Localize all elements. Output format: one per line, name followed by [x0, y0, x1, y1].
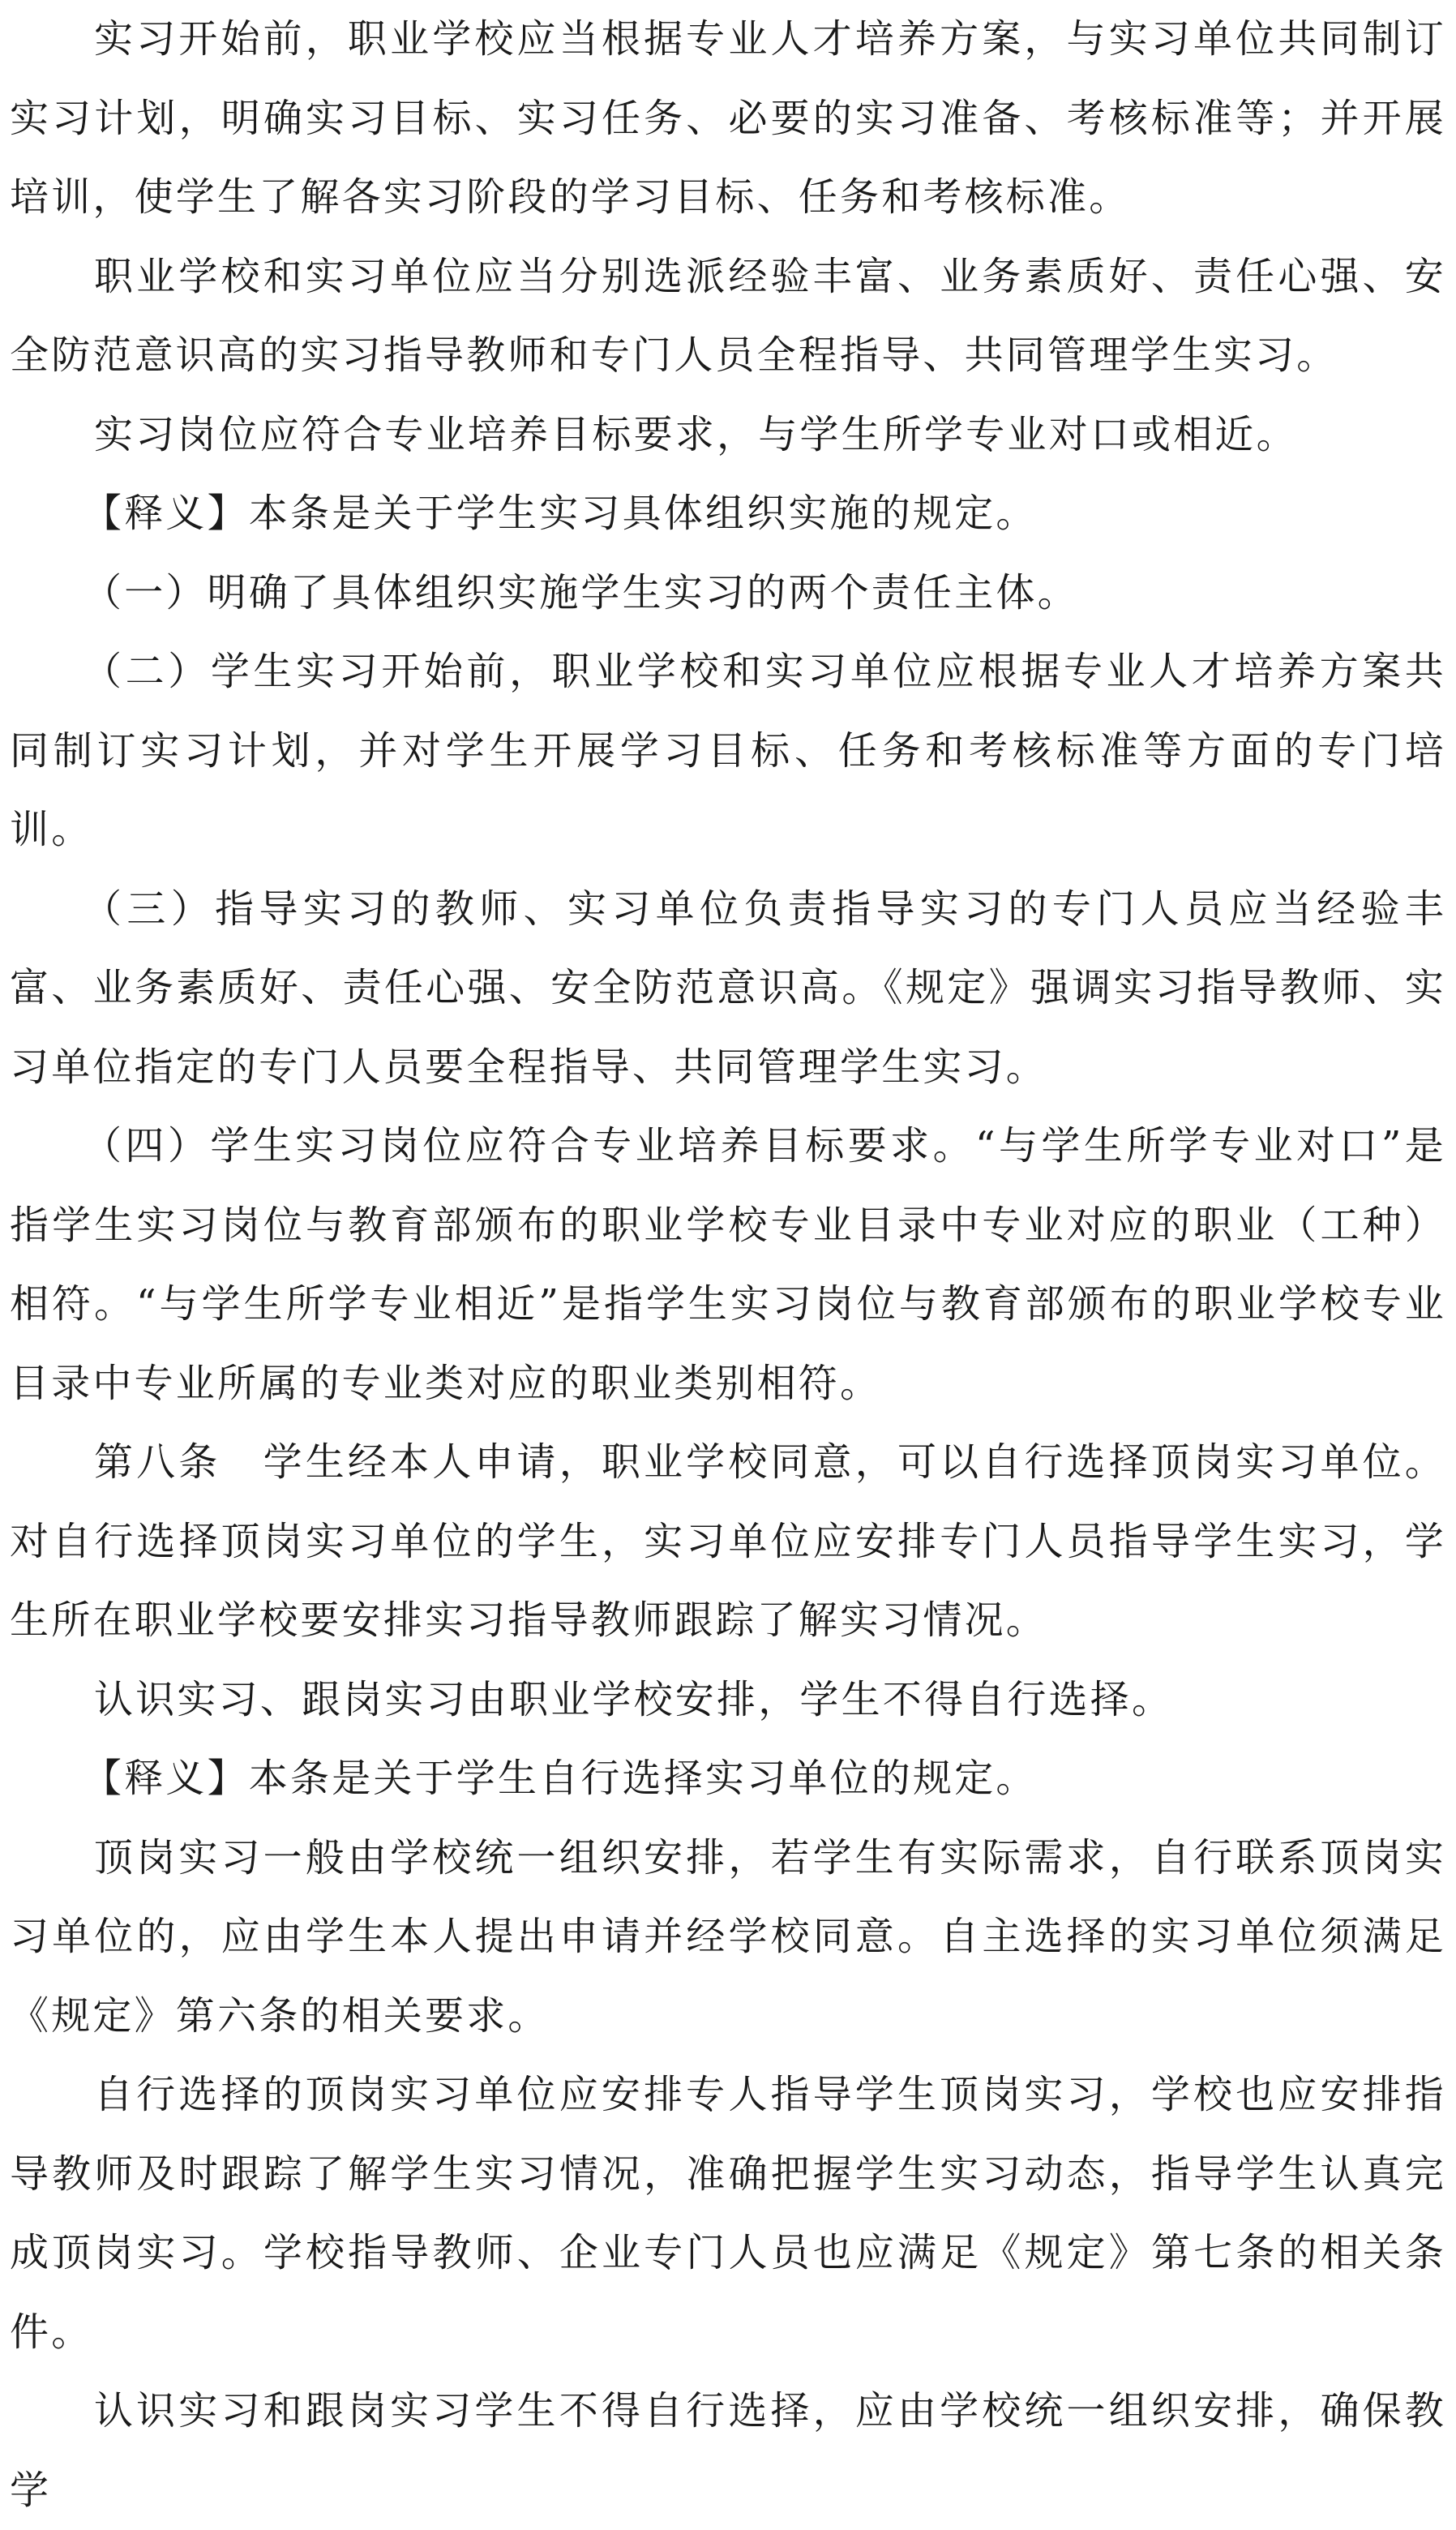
paragraph-item-3: （三）指导实习的教师、实习单位负责指导实习的专门人员应当经验丰富、业务素质好、责任心强、安全防范意识高。《规定》强调实习指导教师、实习单位指定的专门人员要全程指导、共同管理学生实习。 — [10, 886, 1446, 1090]
paragraph-item-2: （二）学生实习开始前，职业学校和实习单位应根据专业人才培养方案共同制订实习计划，并对学生开展学习目标、任务和考核标准等方面的专门培训。 — [10, 649, 1446, 852]
paragraph-interpretation-article-7: 【释义】本条是关于学生实习具体组织实施的规定。 — [83, 491, 1038, 536]
paragraph-item-1: （一）明确了具体组织实施学生实习的两个责任主体。 — [83, 569, 1079, 615]
paragraph-self-selection: 顶岗实习一般由学校统一组织安排，若学生有实际需求，自行联系顶岗实习单位的，应由学生本人提出申请并经学校同意。自主选择的实习单位须满足《规定》第六条的相关要求。 — [10, 1834, 1446, 2039]
paragraph-self-selected-guidance: 自行选择的顶岗实习单位应安排专人指导学生顶岗实习，学校也应安排指导教师及时跟踪了解学生实习情况，准确把握学生实习动态，指导学生认真完成顶岗实习。学校指导教师、企业专门人员也应满足《规定》第七条的相关条件。 — [10, 2072, 1446, 2355]
paragraph-article-8: 第八条 学生经本人申请，职业学校同意，可以自行选择顶岗实习单位。对自行选择顶岗实习单位的学生，实习单位应安排专门人员指导学生实习，学生所在职业学校要安排实习指导教师跟踪了解实习情况。 — [10, 1439, 1446, 1643]
document-page — [10, 0, 1446, 2530]
paragraph-item-4: （四）学生实习岗位应符合专业培养目标要求。“与学生所学专业对口”是指学生实习岗位与教育部颁布的职业学校专业目录中专业对应的职业（工种）相符。“与学生所学专业相近”是指学生实习岗位与教育部颁布的职业学校专业目录中专业所属的专业类对应的职业类别相符。 — [10, 1123, 1446, 1406]
paragraph-interpretation-article-8: 【释义】本条是关于学生自行选择实习单位的规定。 — [83, 1756, 1038, 1801]
paragraph-cognitive-internship: 认识实习、跟岗实习由职业学校安排，学生不得自行选择。 — [94, 1676, 1174, 1722]
paragraph-internship-plan: 实习开始前，职业学校应当根据专业人才培养方案，与实习单位共同制订实习计划，明确实习目标、实习任务、必要的实习准备、考核标准等；并开展培训，使学生了解各实习阶段的学习目标、任务和考核标准。 — [10, 16, 1446, 220]
paragraph-instructors: 职业学校和实习单位应当分别选派经验丰富、业务素质好、责任心强、安全防范意识高的实习指导教师和专门人员全程指导、共同管理学生实习。 — [10, 253, 1446, 378]
paragraph-positions: 实习岗位应符合专业培养目标要求，与学生所学专业对口或相近。 — [94, 411, 1298, 457]
paragraph-not-self-selected: 认识实习和跟岗实习学生不得自行选择，应由学校统一组织安排，确保教学 — [10, 2388, 1446, 2513]
